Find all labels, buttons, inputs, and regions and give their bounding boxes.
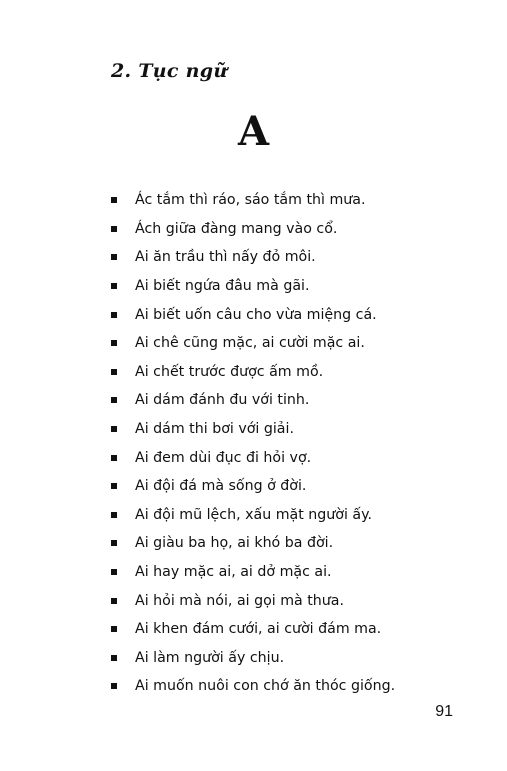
proverb-text: Ai biết ngứa đâu mà gãi. bbox=[135, 278, 310, 295]
proverb-text: Ai ăn trầu thì nấy đỏ môi. bbox=[135, 249, 316, 266]
proverb-text: Ai dám thi bơi với giải. bbox=[135, 421, 294, 438]
bullet-square-icon bbox=[111, 426, 117, 432]
proverb-text: Ách giữa đàng mang vào cổ. bbox=[135, 220, 338, 237]
bullet-square-icon bbox=[111, 598, 117, 604]
list-item bbox=[111, 186, 471, 215]
bullet-square-icon bbox=[111, 226, 117, 232]
list-item bbox=[111, 386, 471, 415]
letter-heading: A bbox=[237, 108, 270, 155]
bullet-square-icon bbox=[111, 683, 117, 689]
proverb-text: Ai đội mũ lệch, xấu mặt người ấy. bbox=[135, 506, 372, 523]
bullet-square-icon bbox=[111, 369, 117, 375]
bullet-square-icon bbox=[111, 340, 117, 346]
bullet-square-icon bbox=[111, 626, 117, 632]
bullet-square-icon bbox=[111, 197, 117, 203]
bullet-square-icon bbox=[111, 483, 117, 489]
proverb-text: Ai giàu ba họ, ai khó ba đời. bbox=[135, 535, 334, 552]
list-item bbox=[111, 300, 471, 329]
proverb-text: Ai muốn nuôi con chớ ăn thóc giống. bbox=[135, 678, 396, 695]
bullet-square-icon bbox=[111, 397, 117, 403]
proverb-text: Ai hay mặc ai, ai dở mặc ai. bbox=[135, 564, 332, 581]
list-item bbox=[111, 672, 471, 701]
proverb-text: Ai làm người ấy chịu. bbox=[135, 649, 285, 666]
proverb-text: Ai chết trước được ấm mồ. bbox=[135, 363, 324, 380]
proverb-text: Ai đội đá mà sống ở đời. bbox=[135, 478, 307, 495]
page-number: 91 bbox=[435, 703, 453, 720]
bullet-square-icon bbox=[111, 283, 117, 289]
proverb-text: Ai chê cũng mặc, ai cười mặc ai. bbox=[135, 335, 365, 352]
proverb-text: Ác tắm thì ráo, sáo tắm thì mưa. bbox=[135, 192, 366, 209]
bullet-square-icon bbox=[111, 655, 117, 661]
list-item bbox=[111, 529, 471, 558]
list-item bbox=[111, 644, 471, 673]
bullet-square-icon bbox=[111, 312, 117, 318]
proverb-text: Ai đem dùi đục đi hỏi vợ. bbox=[135, 449, 312, 466]
list-item bbox=[111, 215, 471, 244]
list-item bbox=[111, 501, 471, 530]
proverb-text: Ai hỏi mà nói, ai gọi mà thưa. bbox=[135, 592, 344, 609]
list-item bbox=[111, 329, 471, 358]
list-item bbox=[111, 443, 471, 472]
list-item bbox=[111, 586, 471, 615]
proverb-list bbox=[111, 186, 471, 701]
list-item bbox=[111, 243, 471, 272]
list-item bbox=[111, 358, 471, 387]
bullet-square-icon bbox=[111, 540, 117, 546]
list-item bbox=[111, 415, 471, 444]
proverb-text: Ai khen đám cưới, ai cười đám ma. bbox=[135, 621, 382, 638]
bullet-square-icon bbox=[111, 254, 117, 260]
list-item bbox=[111, 558, 471, 587]
bullet-square-icon bbox=[111, 455, 117, 461]
section-title: 2. Tục ngữ bbox=[111, 60, 228, 82]
proverb-text: Ai dám đánh đu với tinh. bbox=[135, 392, 310, 409]
list-item bbox=[111, 472, 471, 501]
bullet-square-icon bbox=[111, 512, 117, 518]
bullet-square-icon bbox=[111, 569, 117, 575]
list-item bbox=[111, 615, 471, 644]
list-item bbox=[111, 272, 471, 301]
proverb-text: Ai biết uốn câu cho vừa miệng cá. bbox=[135, 306, 377, 323]
